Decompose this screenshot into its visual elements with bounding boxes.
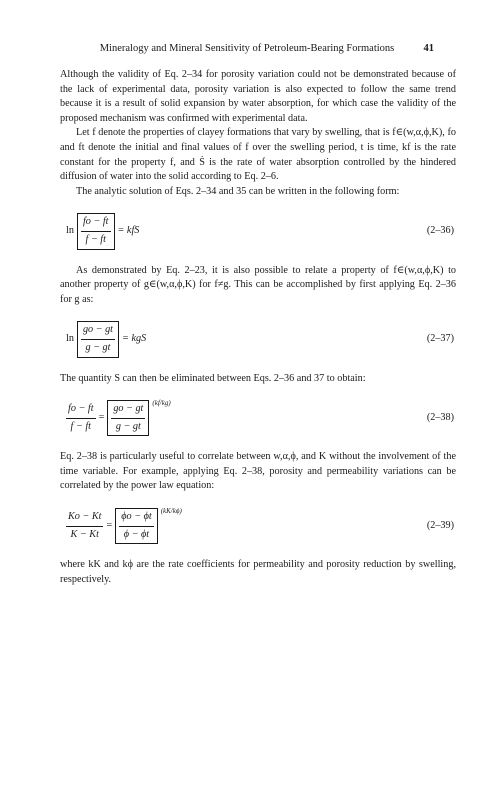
rhs: = kfS: [117, 225, 140, 237]
equation-2-38: [66, 400, 456, 436]
denominator: f − ft: [70, 420, 92, 432]
lhs-fraction: [66, 402, 96, 434]
numerator: Ko − Kt: [66, 510, 103, 527]
denominator: ϕ − ϕt: [123, 528, 150, 540]
paragraph-5: The quantity S can then be eliminated between Eqs. 2–36 and 37 to obtain:: [60, 372, 366, 384]
page-header: [60, 43, 434, 54]
paragraph-2: Let f denote the properties of clayey formations that vary by swelling, that is f∈(w,α,ϕ,K), fo and ft denote the initial and final values of f over the swelling period, t is time, kf is the rate constant for the property f, and Ṡ is the rate of water absorption controlled by the hindered diffusion of water into the solid according to Eq. 2–6.: [60, 127, 456, 183]
numerator: ϕo − ϕt: [119, 508, 153, 527]
body-text: [60, 68, 456, 587]
ln-operator: ln: [66, 333, 74, 345]
equation-number: (2–36): [426, 225, 454, 237]
numerator: go − gt: [111, 400, 145, 419]
equation-2-39: [66, 508, 456, 544]
lhs-fraction: [66, 510, 103, 542]
bracketed-fraction: [77, 213, 115, 249]
exponent: (kK/kϕ): [160, 507, 182, 516]
numerator: go − gt: [81, 321, 115, 340]
paragraph-7: where kK and kϕ are the rate coefficients for permeability and porosity reduction by swelling, respectively.: [60, 559, 456, 585]
denominator: f − ft: [85, 233, 106, 245]
equals-sign: =: [98, 411, 105, 423]
equation-2-37: [66, 321, 456, 357]
running-title: Mineralogy and Mineral Sensitivity of Petroleum-Bearing Formations: [99, 43, 395, 54]
paragraph-3: The analytic solution of Eqs. 2–34 and 35 can be written in the following form:: [76, 185, 400, 197]
equation-number: (2–38): [426, 411, 454, 423]
equation-number: (2–39): [426, 519, 454, 531]
paragraph-1: Although the validity of Eq. 2–34 for porosity variation could not be demonstrated because of the lack of experimental data, porosity variation is also expected to follow the same trend because it is a result of solid expansion by water absorption, for which case the validity of the proposed mechanism was confirmed with experimental data.: [60, 69, 456, 124]
numerator: fo − ft: [66, 402, 96, 419]
equation-number: (2–37): [426, 333, 454, 345]
exponent: (kf/kg): [152, 399, 171, 408]
bracketed-fraction: [115, 508, 157, 544]
ln-operator: ln: [66, 225, 74, 237]
equation-2-36: [66, 213, 456, 249]
paragraph-6: Eq. 2–38 is particularly useful to correlate between w,α,ϕ, and K without the involvement of the time variable. For example, applying Eq. 2–38, porosity and permeability variations can be correlated by the power law equation:: [60, 451, 456, 492]
denominator: K − Kt: [70, 528, 99, 540]
bracketed-fraction: [107, 400, 149, 436]
denominator: g − gt: [115, 420, 141, 432]
bracketed-fraction: [77, 321, 119, 357]
numerator: fo − ft: [81, 213, 111, 232]
paragraph-4: As demonstrated by Eq. 2–23, it is also possible to relate a property of f∈(w,α,ϕ,K) to another property of g∈(w,α,ϕ,K) for f≠g. This can be accomplished by first applying Eq. 2–36 for g as:: [60, 264, 456, 305]
page-number: 41: [423, 43, 434, 54]
rhs: = kgS: [122, 333, 147, 345]
denominator: g − gt: [85, 341, 111, 353]
equals-sign: =: [106, 519, 113, 531]
